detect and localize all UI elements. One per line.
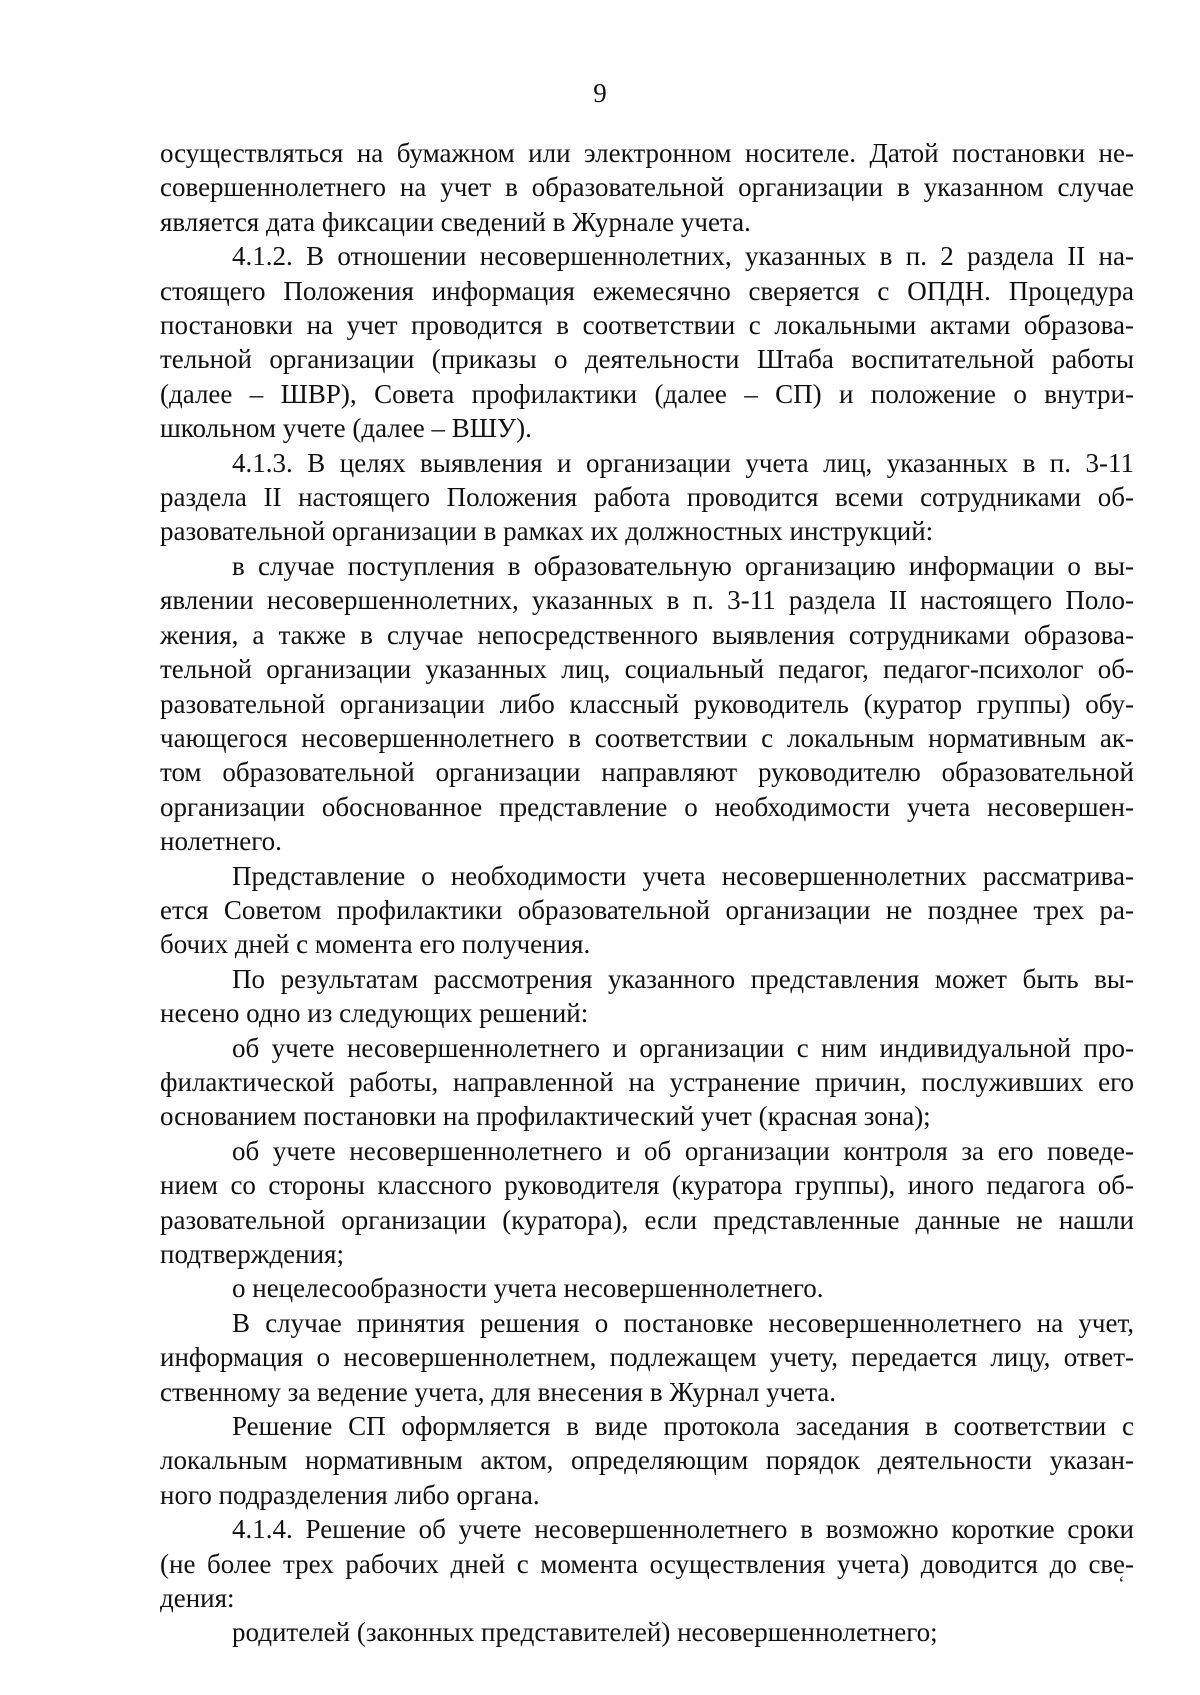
text-line: о нецелесообразности учета несовершеннолетнего. xyxy=(232,1273,824,1304)
text-line: родителей (законных представителей) несовершеннолетнего; xyxy=(232,1617,938,1648)
text-line: основанием постановки на профилактический учет (красная зона); xyxy=(160,1101,931,1132)
text-line: (не более трех рабочих дней с момента осуществления учета) доводится до све- xyxy=(160,1548,1134,1579)
text-line: том образовательной организации направляют руководителю образовательной xyxy=(160,757,1134,788)
text-line: 4.1.2. В отношении несовершеннолетних, указанных в п. 2 раздела II на- xyxy=(232,241,1134,272)
paragraph xyxy=(160,1271,1134,1305)
text-line: разовательной организации в рамках их должностных инструкций: xyxy=(160,516,934,547)
paragraph xyxy=(160,1409,1134,1512)
text-line: об учете несовершеннолетнего и организации с ним индивидуальной про- xyxy=(232,1032,1134,1063)
text-line: совершеннолетнего на учет в образовательной организации в указанном случае xyxy=(160,172,1134,203)
text-line: стоящего Положения информация ежемесячно сверяется с ОПДН. Процедура xyxy=(160,275,1134,306)
text-line: ется Советом профилактики образовательной организации не позднее трех ра- xyxy=(160,894,1134,925)
paragraph xyxy=(160,1306,1134,1409)
paragraph xyxy=(160,446,1134,549)
paragraph xyxy=(160,1615,1134,1649)
text-line: Решение СП оформляется в виде протокола заседания в соответствии с xyxy=(232,1411,1134,1442)
text-line: подтверждения; xyxy=(160,1239,344,1269)
paragraph xyxy=(160,1134,1134,1272)
text-line: раздела II настоящего Положения работа проводится всеми сотрудниками об- xyxy=(160,482,1134,513)
text-line: дения: xyxy=(160,1583,235,1614)
text-line: в случае поступления в образовательную организацию информации о вы- xyxy=(232,550,1134,581)
text-line: филактической работы, направленной на устранение причин, послуживших его xyxy=(160,1066,1134,1097)
paragraph xyxy=(160,962,1134,1031)
paragraph xyxy=(160,239,1134,445)
document-body xyxy=(160,136,1134,1650)
text-line: ного подразделения либо органа. xyxy=(160,1479,540,1510)
text-line: чающегося несовершеннолетнего в соответствии с локальным нормативным ак- xyxy=(160,722,1134,753)
stray-mark: ‘ xyxy=(1118,1573,1125,1595)
text-line: 4.1.3. В целях выявления и организации учета лиц, указанных в п. 3-11 xyxy=(232,447,1134,478)
paragraph xyxy=(160,136,1134,239)
text-line: тельной организации указанных лиц, социальный педагог, педагог-психолог об- xyxy=(160,654,1134,685)
text-line: 4.1.4. Решение об учете несовершеннолетнего в возможно короткие сроки xyxy=(232,1514,1134,1545)
paragraph xyxy=(160,859,1134,962)
text-line: явлении несовершеннолетних, указанных в п. 3-11 раздела II настоящего Поло- xyxy=(160,585,1134,616)
text-line: разовательной организации (куратора), если представленные данные не нашли xyxy=(160,1204,1134,1235)
text-line: несено одно из следующих решений: xyxy=(160,998,589,1029)
paragraph xyxy=(160,549,1134,859)
text-line: школьном учете (далее – ВШУ). xyxy=(160,413,532,444)
text-line: является дата фиксации сведений в Журнале учета. xyxy=(160,206,751,237)
paragraph xyxy=(160,1512,1134,1615)
text-line: жения, а также в случае непосредственного выявления сотрудниками образова- xyxy=(160,619,1134,650)
text-line: информация о несовершеннолетнем, подлежащем учету, передается лицу, ответ- xyxy=(160,1342,1134,1373)
text-line: бочих дней с момента его получения. xyxy=(160,929,591,960)
text-line: осуществляться на бумажном или электронном носителе. Датой постановки не- xyxy=(160,138,1134,168)
text-line: тельной организации (приказы о деятельности Штаба воспитательной работы xyxy=(160,344,1134,375)
text-line: Представление о необходимости учета несовершеннолетних рассматрива- xyxy=(232,860,1134,891)
text-line: В случае принятия решения о постановке несовершеннолетнего на учет, xyxy=(232,1307,1134,1338)
text-line: разовательной организации либо классный руководитель (куратор группы) обу- xyxy=(160,688,1134,719)
paragraph xyxy=(160,1031,1134,1134)
text-line: (далее – ШВР), Совета профилактики (далее – СП) и положение о внутри- xyxy=(160,378,1134,409)
text-line: локальным нормативным актом, определяющим порядок деятельности указан- xyxy=(160,1445,1134,1476)
page-number: 9 xyxy=(593,78,607,108)
text-line: нием со стороны классного руководителя (куратора группы), иного педагога об- xyxy=(160,1170,1134,1201)
text-line: По результатам рассмотрения указанного представления может быть вы- xyxy=(232,963,1134,994)
text-line: ственному за ведение учета, для внесения в Журнал учета. xyxy=(160,1376,837,1407)
text-line: нолетнего. xyxy=(160,826,282,857)
text-line: об учете несовершеннолетнего и об организации контроля за его поведе- xyxy=(232,1135,1134,1166)
text-line: организации обоснованное представление о необходимости учета несовершен- xyxy=(160,791,1134,822)
text-line: постановки на учет проводится в соответствии с локальными актами образова- xyxy=(160,310,1134,341)
